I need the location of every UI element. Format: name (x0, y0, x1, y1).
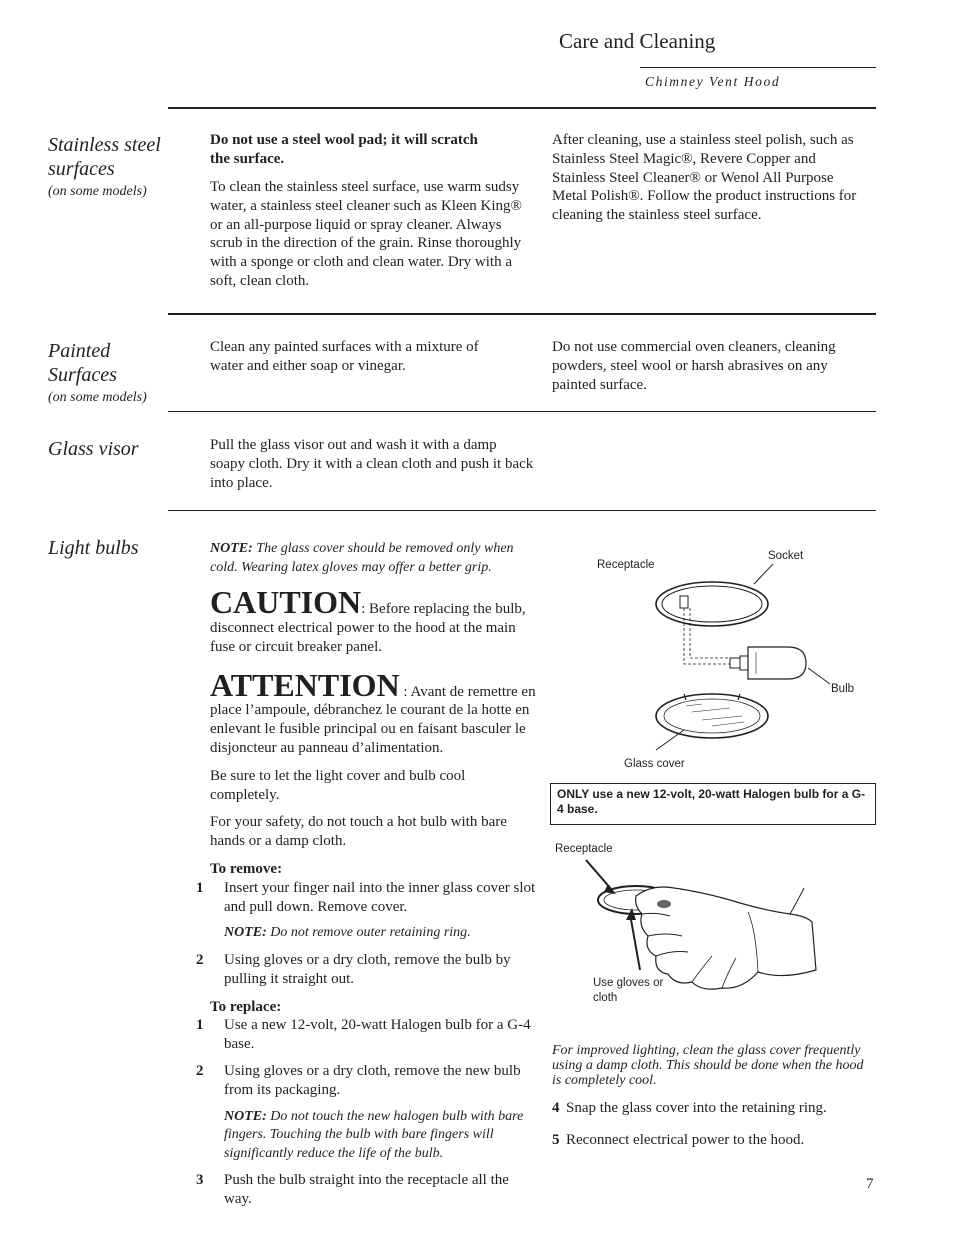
stainless-warning: Do not use a steel wool pad; it will scratch the surface. (210, 132, 478, 167)
section-divider (168, 107, 876, 109)
replace-heading: To replace: (210, 998, 282, 1015)
receptacle-label: Receptacle (597, 559, 655, 571)
bulbs-title: Light bulbs (48, 537, 139, 559)
replace-step-2: 2 Using gloves or a dry cloth, remove the new bulb from its packaging. (196, 1062, 521, 1098)
section-divider (168, 411, 876, 412)
stainless-title: Stainless steel surfaces (48, 134, 161, 180)
lighting-note: For improved lighting, clean the glass cover frequently using a damp cloth. This should be done when the hood is completely cool. (552, 1043, 864, 1089)
header-rule (640, 67, 876, 68)
cool-text: Be sure to let the light cover and bulb cool completely. (210, 767, 466, 803)
remove-step-2: 2 Using gloves or a dry cloth, remove the bulb by pulling it straight out. (196, 951, 511, 987)
page-subtitle: Chimney Vent Hood (645, 74, 781, 89)
step-4: 4 Snap the glass cover into the retaining ring. (552, 1100, 827, 1116)
stainless-body-1: To clean the stainless steel surface, use warm sudsy water, a stainless steel cleaner such as Kleen King® or an all-purpose liquid or spray cleaner. Always scrub in the direction of the grain. Rinse thoroughly with a sponge or cloth and clean water. Dry with a soft, clean cloth. (210, 179, 522, 289)
glass-body: Pull the glass visor out and wash it with a damp soapy cloth. Dry it with a clean cloth and push it back into place. (210, 437, 534, 491)
section-divider (168, 510, 876, 511)
caution-block: CAUTION: Before replacing the bulb, disconnect electrical power to the hood at the main fuse or circuit breaker panel. (210, 584, 526, 655)
caution-word: CAUTION (210, 584, 362, 621)
replace-note: NOTE: Do not touch the new halogen bulb with bare fingers. Touching the bulb with bare fingers will significantly reduce the life of the bulb. (224, 1108, 524, 1161)
page-section-title: Care and Cleaning (559, 29, 716, 53)
painted-title: Painted Surfaces (48, 340, 117, 386)
replace-step-3: 3 Push the bulb straight into the receptacle all the way. (196, 1172, 509, 1208)
bulb-assembly-diagram (552, 540, 882, 780)
page-number: 7 (866, 1176, 874, 1192)
bulb-spec-text: ONLY use a new 12-volt, 20-watt Halogen bulb for a G-4 base. (557, 787, 866, 816)
bulb-label: Bulb (831, 683, 855, 695)
remove-note: NOTE: Do not remove outer retaining ring. (224, 925, 471, 941)
bulbs-note: NOTE: The glass cover should be removed only when cold. Wearing latex gloves may offer a better grip. (210, 541, 514, 575)
bulbs-left-column (196, 540, 536, 1209)
attention-block: ATTENTION : Avant de remettre en place l’ampoule, débranchez le courant de la hotte en enlevant le fusible principal ou en faisant basculer le disjoncteur au panneau d’alimentation. (210, 666, 536, 756)
glass-title: Glass visor (48, 438, 139, 460)
section-divider (168, 313, 876, 315)
receptacle-label-2: Receptacle (555, 843, 613, 855)
painted-subtitle: (on some models) (48, 390, 147, 405)
gloves-label: Use gloves or cloth (593, 977, 664, 1004)
painted-body-1: Clean any painted surfaces with a mixture of water and either soap or vinegar. (210, 339, 479, 374)
attention-word: ATTENTION (210, 666, 400, 703)
step-5: 5 Reconnect electrical power to the hood. (552, 1132, 805, 1148)
remove-step-1: 1 Insert your finger nail into the inner glass cover slot and pull down. Remove cover. (196, 879, 536, 915)
stainless-body-2: After cleaning, use a stainless steel polish, such as Stainless Steel Magic®, Revere Copper and Stainless Steel Cleaner® or Wenol All Purpose Metal Polish®. Follow the product instructions for cleaning the stainless steel surface. (552, 132, 857, 224)
painted-body-2: Do not use commercial oven cleaners, cleaning powders, steel wool or harsh abrasives on any painted surface. (552, 339, 836, 393)
remove-heading: To remove: (210, 860, 283, 877)
socket-label: Socket (768, 550, 804, 562)
stainless-subtitle: (on some models) (48, 184, 147, 199)
safety-text: For your safety, do not touch a hot bulb with bare hands or a damp cloth. (210, 814, 507, 850)
replace-step-1: 1 Use a new 12-volt, 20-watt Halogen bulb for a G-4 base. (196, 1017, 531, 1053)
glass-cover-label: Glass cover (624, 758, 685, 770)
